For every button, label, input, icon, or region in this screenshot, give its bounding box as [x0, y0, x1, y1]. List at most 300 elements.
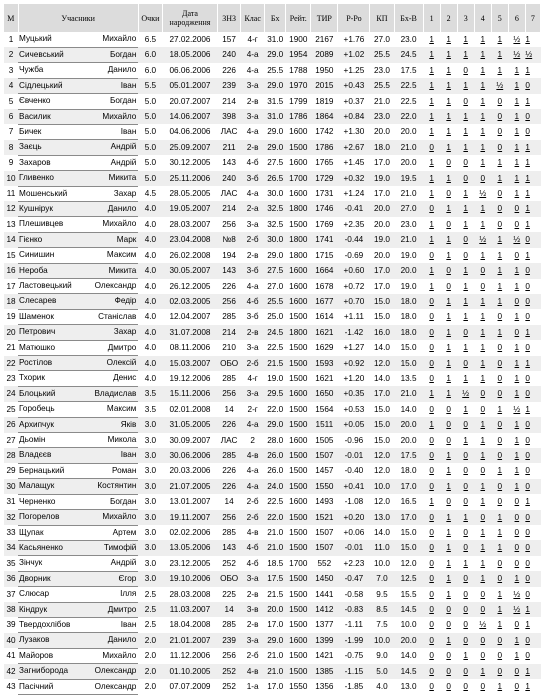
grade-cell: 2-а: [241, 201, 265, 216]
place-cell: 18: [4, 294, 18, 309]
place-cell: 34: [4, 540, 18, 555]
round-6-cell: ½: [508, 47, 525, 62]
school-cell: ОБО: [218, 571, 241, 586]
round-5-cell: 0: [491, 448, 508, 463]
place-cell: 20: [4, 325, 18, 340]
points-cell: 4.0: [138, 325, 162, 340]
round-6-cell: 1: [508, 171, 525, 186]
table-row: [4, 664, 541, 679]
buchholz-cut-cell: 21.0: [400, 189, 417, 199]
firstname-cell: Максим: [76, 248, 138, 263]
buchholz-cell: 26.5: [265, 171, 286, 186]
kp-cell: 12.0: [374, 497, 390, 507]
round-3-cell: 1: [457, 47, 474, 62]
rating-change-cell: -0.01: [338, 448, 370, 463]
school-cell: 256: [222, 219, 236, 229]
rating-cell: 1600: [289, 127, 308, 137]
rating-cell: 1500: [289, 651, 308, 661]
points-cell: 3.0: [138, 540, 162, 555]
round-6-cell: 0: [508, 325, 525, 340]
kp-cell: 25.5: [370, 47, 394, 62]
rating-cell: 1500: [286, 140, 311, 155]
performance-cell: 2089: [311, 47, 338, 62]
rating-change-cell: -1.42: [338, 325, 370, 340]
buchholz-cell: 22.0: [265, 510, 286, 525]
firstname-cell: Данило: [76, 633, 138, 648]
buchholz-cut-cell: 18.0: [394, 294, 423, 309]
birthdate-cell: 30.06.2006: [162, 448, 217, 463]
round-3-cell: 0: [457, 571, 474, 586]
round-7-cell: 0: [525, 651, 530, 661]
birthdate-cell: 19.12.2006: [169, 373, 211, 383]
round-4-cell: 1: [474, 356, 491, 371]
firstname-cell: Андрій: [76, 155, 138, 170]
school-cell: ЛАС: [220, 127, 238, 137]
col-header-performance: ТИР: [311, 4, 338, 32]
birthdate-cell: 14.06.2007: [162, 109, 217, 124]
points-cell: 3.0: [144, 528, 157, 537]
school-cell: ЛАС: [220, 435, 238, 445]
round-3-cell: 1: [457, 78, 474, 93]
performance-cell: 1621: [315, 373, 334, 383]
grade-cell: 2-б: [241, 232, 265, 247]
rating-cell: 1500: [286, 417, 311, 432]
round-1-cell: 0: [423, 540, 440, 555]
place-cell: 33: [6, 528, 16, 537]
round-4-cell: 1: [474, 540, 491, 555]
grade-cell: 3-а: [241, 571, 265, 586]
round-1-cell: 0: [429, 373, 434, 383]
table-row: [4, 633, 541, 648]
round-2-cell: 0: [446, 435, 451, 445]
round-7-cell: 0: [525, 263, 540, 278]
buchholz-cut-cell: 23.0: [400, 35, 417, 44]
points-cell: 4.0: [144, 219, 157, 229]
table-row: [4, 217, 541, 232]
table-row: [4, 494, 541, 509]
grade-cell: 1-а: [246, 682, 259, 692]
buchholz-cut-cell: 15.5: [400, 589, 417, 599]
birthdate-cell: 02.02.2006: [169, 528, 211, 537]
birthdate-cell: 11.03.2007: [162, 602, 217, 617]
rating-cell: 1600: [286, 263, 311, 278]
round-4-cell: 1: [480, 558, 486, 568]
round-2-cell: 1: [446, 343, 451, 353]
points-cell: 3.0: [138, 448, 162, 463]
buchholz-cell: 21.5: [265, 356, 286, 371]
round-1-cell: 0: [423, 140, 440, 155]
performance-cell: 1441: [315, 589, 334, 599]
round-7-cell: 0: [525, 127, 530, 137]
round-4-cell: 1: [474, 325, 491, 340]
round-3-cell: 0: [463, 682, 468, 692]
firstname-cell: Іван: [76, 448, 138, 463]
rating-change-cell: +1.02: [338, 47, 370, 62]
round-6-cell: 1: [514, 189, 520, 199]
surname-cell: Погорелов: [18, 510, 76, 525]
round-3-cell: 0: [457, 664, 474, 679]
round-3-cell: 0: [463, 158, 468, 168]
firstname-cell: Федір: [76, 294, 138, 309]
round-4-cell: 0: [474, 263, 491, 278]
buchholz-cut-cell: 13.0: [400, 682, 417, 692]
school-cell: 211: [218, 140, 241, 155]
grade-cell: 4-б: [246, 558, 259, 568]
round-3-cell: 1: [463, 404, 468, 414]
round-5-cell: 1: [497, 466, 503, 476]
round-2-cell: 1: [440, 109, 457, 124]
place-cell: 24: [4, 386, 18, 401]
grade-cell: 4-а: [246, 127, 259, 137]
round-6-cell: 1: [508, 479, 525, 494]
table-row: [4, 510, 541, 525]
grade-cell: 3-а: [246, 343, 259, 353]
points-cell: 5.5: [138, 78, 162, 93]
place-cell: 13: [6, 219, 16, 229]
table-row: [4, 602, 541, 617]
performance-cell: 1450: [311, 571, 338, 586]
round-7-cell: 1: [525, 201, 540, 216]
performance-cell: 1507: [311, 540, 338, 555]
performance-cell: 1457: [315, 466, 334, 476]
rating-cell: 1788: [289, 65, 308, 75]
firstname-cell: Богдан: [76, 94, 138, 109]
surname-cell: Твердохлібов: [18, 617, 76, 632]
rating-change-cell: +1.20: [343, 373, 365, 383]
round-1-cell: 0: [429, 466, 434, 476]
round-5-cell: 0: [497, 497, 503, 507]
points-cell: 5.0: [144, 127, 157, 137]
round-7-cell: 0: [525, 466, 530, 476]
points-cell: 3.5: [144, 404, 157, 414]
rating-change-cell: +0.84: [338, 109, 370, 124]
surname-cell: Тхорик: [18, 371, 76, 386]
table-row: [4, 371, 541, 386]
round-3-cell: 1: [457, 263, 474, 278]
birthdate-cell: 08.11.2006: [169, 343, 211, 353]
round-1-cell: 1: [429, 127, 434, 137]
surname-cell: Владєєв: [18, 448, 76, 463]
buchholz-cut-cell: 20.0: [394, 633, 423, 648]
round-4-cell: 1: [480, 250, 486, 260]
school-cell: 285: [218, 448, 241, 463]
surname-cell: Матюшко: [18, 340, 76, 355]
kp-cell: 20.0: [370, 201, 394, 216]
birthdate-cell: 25.11.2006: [162, 171, 217, 186]
rating-cell: 1500: [286, 479, 311, 494]
round-3-cell: 0: [463, 528, 468, 537]
rating-cell: 1500: [289, 404, 308, 414]
points-cell: 3.0: [138, 417, 162, 432]
buchholz-cell: 29.0: [265, 47, 286, 62]
table-row: [4, 232, 541, 247]
performance-cell: 1731: [315, 189, 334, 199]
col-header-points: Очки: [138, 4, 162, 32]
buchholz-cut-cell: 16.5: [400, 497, 417, 507]
grade-cell: 3-а: [246, 219, 259, 229]
round-4-cell: 1: [474, 571, 491, 586]
kp-cell: 20.0: [374, 127, 390, 137]
grade-cell: 4-б: [241, 540, 265, 555]
round-2-cell: 0: [446, 219, 451, 229]
round-1-cell: 0: [423, 448, 440, 463]
points-cell: 4.0: [144, 281, 157, 291]
round-3-cell: 0: [457, 602, 474, 617]
surname-cell: Муцький: [18, 32, 76, 47]
table-row: [4, 525, 541, 540]
round-6-cell: 1: [508, 78, 525, 93]
place-cell: 16: [4, 263, 18, 278]
kp-cell: 15.0: [370, 417, 394, 432]
performance-cell: 1769: [315, 219, 334, 229]
kp-cell: 4.0: [376, 682, 388, 692]
table-row: [4, 433, 541, 448]
round-6-cell: 1: [514, 343, 520, 353]
buchholz-cell: 27.5: [267, 158, 284, 168]
buchholz-cell: 25.0: [267, 312, 284, 322]
round-5-cell: 1: [491, 602, 508, 617]
standings-table: [4, 4, 541, 695]
performance-cell: 1593: [311, 356, 338, 371]
buchholz-cut-cell: 15.0: [400, 528, 417, 537]
rating-cell: 1954: [286, 47, 311, 62]
buchholz-cut-cell: 15.0: [400, 343, 417, 353]
buchholz-cell: 28.0: [267, 435, 284, 445]
points-cell: 4.0: [138, 356, 162, 371]
round-1-cell: 0: [423, 510, 440, 525]
firstname-cell: Артем: [76, 525, 138, 540]
place-cell: 19: [6, 312, 16, 322]
table-row: [4, 155, 541, 170]
table-row: [4, 386, 541, 401]
surname-cell: Плешивцев: [18, 217, 76, 232]
performance-cell: 1614: [315, 312, 334, 322]
school-cell: 240: [218, 171, 241, 186]
buchholz-cell: 29.0: [265, 78, 286, 93]
firstname-cell: Михайло: [76, 217, 138, 232]
round-2-cell: 1: [440, 571, 457, 586]
rating-change-cell: +0.41: [338, 479, 370, 494]
round-4-cell: 1: [480, 373, 486, 383]
grade-cell: 2-в: [246, 96, 259, 106]
round-2-cell: 1: [440, 633, 457, 648]
kp-cell: 10.0: [374, 558, 390, 568]
round-1-cell: 1: [429, 189, 434, 199]
table-row: [4, 63, 541, 78]
performance-cell: 1621: [311, 325, 338, 340]
points-cell: 6.5: [144, 35, 157, 44]
kp-cell: 16.0: [370, 325, 394, 340]
points-cell: 2.0: [144, 682, 157, 692]
buchholz-cut-cell: 14.5: [394, 664, 423, 679]
round-5-cell: 0: [491, 140, 508, 155]
round-4-cell: 1: [480, 219, 486, 229]
col-header-birthdate: Дата народження: [162, 4, 217, 32]
rating-change-cell: +0.70: [338, 294, 370, 309]
firstname-cell: Денис: [76, 371, 138, 386]
round-2-cell: 0: [446, 158, 451, 168]
round-1-cell: 1: [423, 171, 440, 186]
rating-cell: 1500: [286, 571, 311, 586]
grade-cell: 3-б: [241, 171, 265, 186]
round-5-cell: 1: [497, 589, 503, 599]
round-6-cell: 1: [514, 373, 520, 383]
place-cell: 1: [8, 35, 14, 44]
points-cell: 2.0: [144, 651, 157, 661]
buchholz-cell: 29.0: [265, 140, 286, 155]
round-4-cell: 1: [480, 497, 486, 507]
table-row: [4, 263, 541, 278]
round-2-cell: 1: [440, 232, 457, 247]
points-cell: 5.0: [138, 140, 162, 155]
kp-cell: 17.0: [370, 263, 394, 278]
round-5-cell: 1: [491, 47, 508, 62]
rating-change-cell: -0.41: [338, 201, 370, 216]
table-row: [4, 556, 541, 571]
surname-cell: Пасічний: [18, 679, 76, 694]
round-2-cell: 0: [440, 263, 457, 278]
round-4-cell: 1: [480, 96, 486, 106]
birthdate-cell: 21.01.2007: [162, 633, 217, 648]
birthdate-cell: 28.03.2007: [169, 219, 211, 229]
rating-change-cell: -1.99: [338, 633, 370, 648]
round-7-cell: 1: [525, 602, 540, 617]
round-5-cell: 0: [491, 417, 508, 432]
points-cell: 4.0: [144, 343, 157, 353]
round-7-cell: 0: [525, 479, 540, 494]
points-cell: 3.0: [138, 479, 162, 494]
round-2-cell: 1: [440, 78, 457, 93]
birthdate-cell: 30.09.2007: [169, 435, 211, 445]
points-cell: 4.0: [138, 232, 162, 247]
round-7-cell: ½: [525, 47, 540, 62]
buchholz-cell: 29.5: [265, 386, 286, 401]
place-cell: 23: [6, 373, 16, 383]
buchholz-cut-cell: 22.5: [400, 96, 417, 106]
rating-change-cell: +2.35: [343, 219, 365, 229]
kp-cell: 15.0: [374, 312, 390, 322]
place-cell: 27: [6, 435, 16, 445]
round-5-cell: 0: [497, 189, 503, 199]
rating-cell: 1700: [289, 558, 308, 568]
performance-cell: 1742: [315, 127, 334, 137]
round-7-cell: 0: [525, 571, 540, 586]
round-5-cell: 0: [497, 373, 503, 383]
round-4-cell: 1: [474, 294, 491, 309]
buchholz-cell: 22.0: [267, 404, 284, 414]
place-cell: 4: [4, 78, 18, 93]
buchholz-cell: 27.0: [267, 281, 284, 291]
table-row: [4, 171, 541, 186]
rating-cell: 1800: [286, 201, 311, 216]
round-3-cell: 1: [463, 35, 468, 44]
performance-cell: 1950: [315, 65, 334, 75]
place-cell: 31: [6, 497, 16, 507]
rating-change-cell: +0.92: [338, 356, 370, 371]
buchholz-cut-cell: 17.0: [394, 510, 423, 525]
rating-change-cell: +0.60: [338, 263, 370, 278]
performance-cell: 1399: [311, 633, 338, 648]
grade-cell: 4-а: [241, 479, 265, 494]
round-6-cell: 1: [514, 96, 520, 106]
round-4-cell: 1: [480, 528, 486, 537]
birthdate-cell: 30.12.2005: [169, 158, 211, 168]
buchholz-cut-cell: 18.0: [400, 312, 417, 322]
points-cell: 4.5: [144, 189, 157, 199]
buchholz-cell: 21.0: [265, 664, 286, 679]
round-7-cell: 1: [525, 219, 530, 229]
round-4-cell: ½: [479, 620, 487, 630]
rating-cell: 1600: [289, 497, 308, 507]
round-1-cell: 1: [423, 417, 440, 432]
round-5-cell: 0: [497, 343, 503, 353]
round-2-cell: 1: [440, 510, 457, 525]
kp-cell: 20.0: [374, 250, 390, 260]
firstname-cell: Іван: [76, 78, 138, 93]
col-header-round-5: 5: [491, 4, 508, 32]
kp-cell: 5.0: [370, 664, 394, 679]
col-header-place: М: [4, 4, 18, 32]
buchholz-cut-cell: 15.0: [394, 540, 423, 555]
birthdate-cell: 13.05.2006: [162, 540, 217, 555]
surname-cell: Бичек: [18, 124, 76, 139]
rating-cell: 1500: [289, 373, 308, 383]
round-1-cell: 0: [423, 356, 440, 371]
round-6-cell: 0: [514, 620, 520, 630]
firstname-cell: Андрій: [76, 556, 138, 571]
place-cell: 43: [6, 682, 16, 692]
round-7-cell: 0: [525, 109, 540, 124]
birthdate-cell: 21.07.2005: [162, 479, 217, 494]
rating-change-cell: +2.67: [338, 140, 370, 155]
school-cell: 252: [222, 558, 236, 568]
round-7-cell: 0: [525, 435, 530, 445]
round-3-cell: 0: [463, 620, 468, 630]
round-5-cell: 0: [491, 386, 508, 401]
round-7-cell: 1: [525, 356, 540, 371]
performance-cell: 1507: [311, 448, 338, 463]
rating-cell: 1500: [286, 540, 311, 555]
performance-cell: 1356: [315, 682, 334, 692]
rating-change-cell: +0.37: [343, 96, 365, 106]
grade-cell: 2-в: [241, 140, 265, 155]
table-row: [4, 294, 541, 309]
school-cell: 285: [222, 312, 236, 322]
round-5-cell: 1: [491, 510, 508, 525]
grade-cell: 2-б: [241, 356, 265, 371]
buchholz-cell: 21.0: [267, 528, 284, 537]
round-7-cell: 1: [525, 65, 530, 75]
performance-cell: 1493: [315, 497, 334, 507]
round-6-cell: ½: [513, 404, 521, 414]
round-2-cell: 1: [446, 65, 451, 75]
round-5-cell: 0: [491, 571, 508, 586]
points-cell: 2.5: [138, 602, 162, 617]
rating-cell: 1799: [289, 96, 308, 106]
buchholz-cell: 31.0: [267, 35, 284, 44]
col-header-round-4: 4: [474, 4, 491, 32]
kp-cell: 19.0: [370, 171, 394, 186]
school-cell: 256: [218, 510, 241, 525]
round-7-cell: 0: [525, 343, 530, 353]
table-row: [4, 309, 541, 324]
round-7-cell: 0: [525, 417, 540, 432]
buchholz-cut-cell: 20.0: [400, 127, 417, 137]
points-cell: 6.0: [138, 47, 162, 62]
rating-change-cell: -0.83: [338, 602, 370, 617]
round-5-cell: 0: [497, 651, 503, 661]
round-7-cell: 1: [525, 620, 530, 630]
